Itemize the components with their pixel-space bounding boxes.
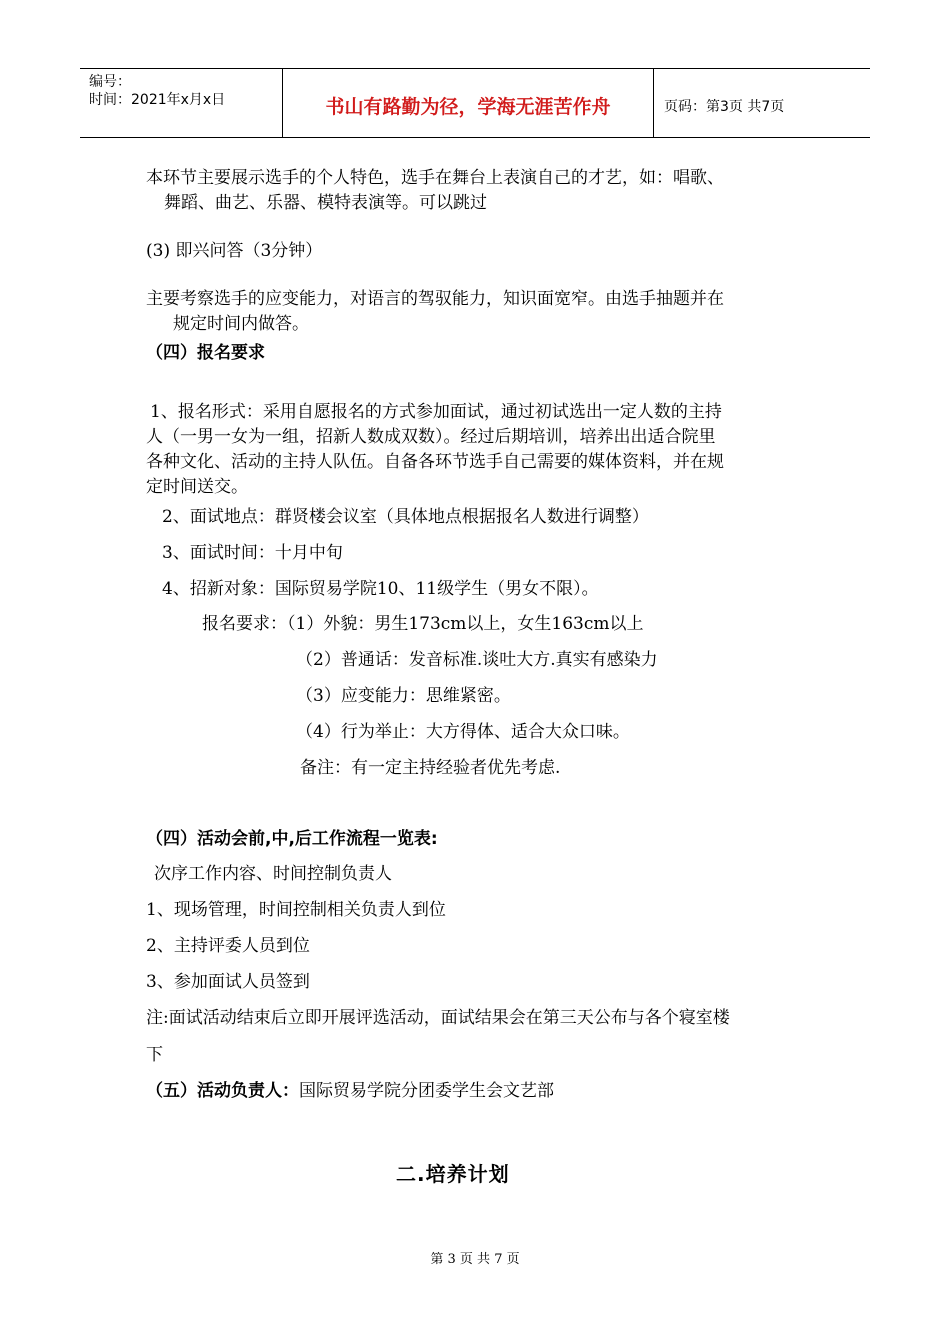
signup-form-line4: 定时间送交。 <box>146 477 248 497</box>
note-results-line1: 注:面试活动结束后立即开展评选活动，面试结果会在第三天公布与各个寝室楼 <box>146 1008 730 1028</box>
header-motto-cell <box>283 69 654 137</box>
note-results-line2: 下 <box>146 1045 163 1065</box>
paragraph-qa-line1: 主要考察选手的应变能力，对语言的驾驭能力，知识面宽窄。由选手抽题并在 <box>146 289 724 309</box>
signup-form-line1: 1、报名形式：采用自愿报名的方式参加面试，通过初试选出一定人数的主持 <box>150 402 722 422</box>
heading-activity-owner: （五）活动负责人： <box>146 1081 299 1101</box>
item-impromptu-qa: (3) 即兴问答（3分钟） <box>146 241 323 261</box>
doc-number-label: 编号： <box>89 74 131 90</box>
note-experience: 备注：有一定主持经验者优先考虑. <box>300 758 561 778</box>
requirement-mandarin: （2）普通话：发音标准.谈吐大方.真实有感染力 <box>296 650 658 670</box>
requirement-adaptability: （3）应变能力：思维紧密。 <box>296 686 511 706</box>
interview-location: 2、面试地点：群贤楼会议室（具体地点根据报名人数进行调整） <box>162 507 649 527</box>
doc-date-label: 时间：2021年x月x日 <box>89 92 226 108</box>
workflow-columns: 次序工作内容、时间控制负责人 <box>154 864 392 884</box>
requirement-behavior: （4）行为举止：大方得体、适合大众口味。 <box>296 722 630 742</box>
heading-workflow: （四）活动会前,中,后工作流程一览表: <box>146 829 438 849</box>
page-indicator: 页码：第3页 共7页 <box>664 99 785 115</box>
workflow-step-2: 2、主持评委人员到位 <box>146 936 310 956</box>
paragraph-talent-line1: 本环节主要展示选手的个人特色，选手在舞台上表演自己的才艺，如：唱歌、 <box>146 168 724 188</box>
workflow-step-3: 3、参加面试人员签到 <box>146 972 310 992</box>
requirement-appearance: 报名要求：（1）外貌：男生173cm以上，女生163cm以上 <box>202 614 644 634</box>
workflow-step-1: 1、现场管理，时间控制相关负责人到位 <box>146 900 446 920</box>
section-title-training-plan: 二.培养计划 <box>396 1162 510 1186</box>
heading-signup-requirements: （四）报名要求 <box>146 343 265 363</box>
signup-form-line3: 各种文化、活动的主持人队伍。自备各环节选手自己需要的媒体资料，并在规 <box>146 452 724 472</box>
paragraph-talent-line2: 舞蹈、曲艺、乐器、模特表演等。可以跳过 <box>164 193 487 213</box>
page-footer: 第 3 页 共 7 页 <box>430 1252 520 1267</box>
signup-form-line2: 人（一男一女为一组，招新人数成双数）。经过后期培训，培养出出适合院里 <box>146 427 716 447</box>
page-header <box>80 68 870 138</box>
interview-time: 3、面试时间：十月中旬 <box>162 543 343 563</box>
activity-owner: 国际贸易学院分团委学生会文艺部 <box>299 1081 554 1101</box>
activity-owner-row <box>146 1076 554 1101</box>
recruit-target: 4、招新对象：国际贸易学院10、11级学生（男女不限）。 <box>162 579 599 599</box>
paragraph-qa-line2: 规定时间内做答。 <box>173 314 309 334</box>
header-motto: 书山有路勤为径，学海无涯苦作舟 <box>325 96 611 118</box>
header-meta <box>80 69 283 137</box>
